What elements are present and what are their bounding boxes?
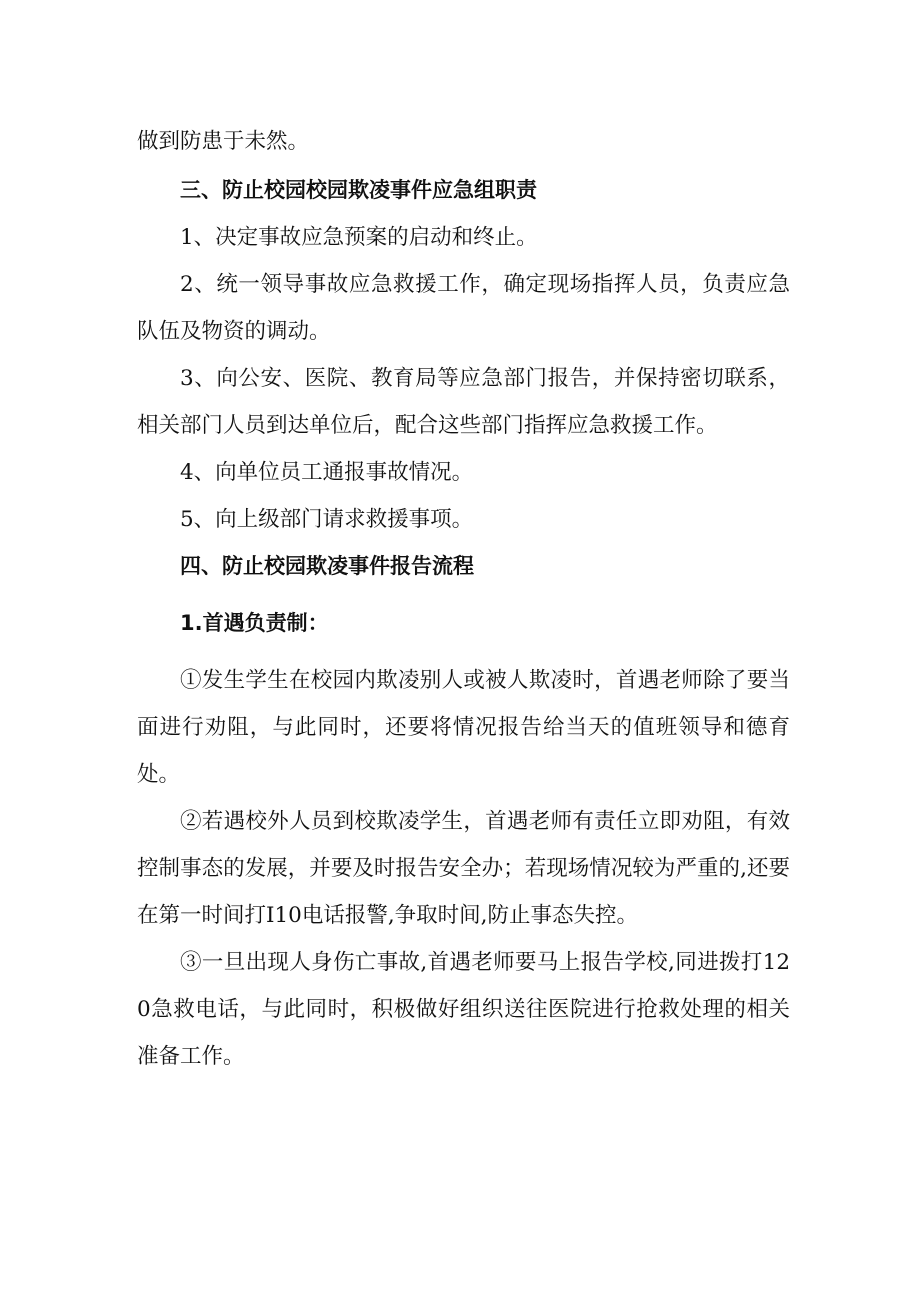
list-item-3: 3、向公安、医院、教育局等应急部门报告，并保持密切联系，相关部门人员到达单位后，配合这些部门指挥应急救援工作。 — [137, 366, 790, 438]
numbered-paragraph-1: ①发生学生在校园内欺凌别人或被人欺凌时，首遇老师除了要当面进行劝阻，与此同时，还要将情况报告给当天的值班领导和德育处。 — [137, 668, 790, 787]
list-item-5: 5、向上级部门请求救援事项。 — [180, 507, 474, 532]
subsection-heading-1: 1.首遇负责制： — [180, 611, 329, 635]
numbered-paragraph-2: ②若遇校外人员到校欺凌学生，首遇老师有责任立即劝阻，有效控制事态的发展，并要及时报告安全办；若现场情况较为严重的,还要在第一时间打I10电话报警,争取时间,防止事态失控。 — [137, 809, 790, 928]
paragraph-continuation: 做到防患于未然。 — [137, 129, 310, 154]
list-item-2: 2、统一领导事故应急救援工作，确定现场指挥人员，负责应急队伍及物资的调动。 — [137, 272, 790, 344]
section-heading-4: 四、防止校园欺凌事件报告流程 — [180, 554, 474, 578]
list-item-1: 1、决定事故应急预案的启动和终止。 — [180, 225, 538, 250]
list-item-4: 4、向单位员工通报事故情况。 — [180, 460, 474, 485]
document-body — [137, 118, 790, 1080]
section-heading-3: 三、防止校园校园欺凌事件应急组职责 — [180, 178, 537, 202]
numbered-paragraph-3: ③一旦出现人身伤亡事故,首遇老师要马上报告学校,同进拨打120急救电话，与此同时，积极做好组织送往医院进行抢救处理的相关准备工作。 — [137, 950, 790, 1069]
